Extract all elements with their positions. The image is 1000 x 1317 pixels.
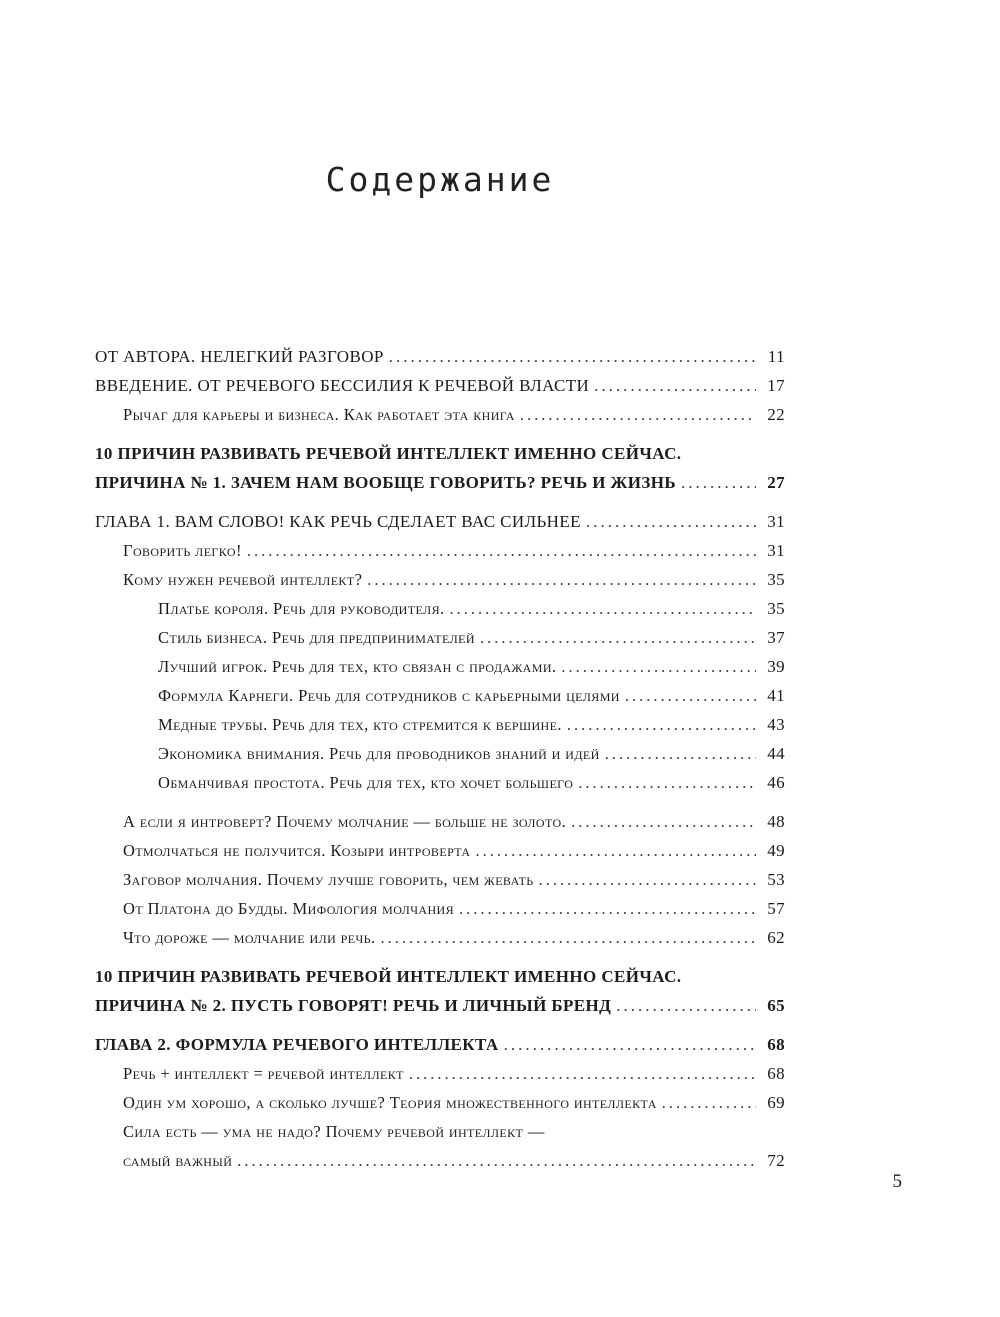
toc-entry-title: Один ум хорошо, а сколько лучше? Теория множественного интеллекта [123, 1093, 657, 1112]
toc-entry-page: 31 [767, 512, 785, 531]
toc-entry-page: 65 [767, 996, 785, 1015]
toc-entry-line [158, 710, 785, 739]
toc-entry [123, 894, 785, 923]
toc-entry [95, 507, 785, 536]
toc-entry-title: Отмолчаться не получится. Козыри интроверта [123, 841, 471, 860]
toc-entry-page: 46 [767, 773, 785, 792]
toc-entry-title: Что дороже — молчание или речь. [123, 928, 376, 947]
toc-entry-title: ГЛАВА 2. ФОРМУЛА РЕЧЕВОГО ИНТЕЛЛЕКТА [95, 1035, 499, 1054]
toc-entry-title: 10 ПРИЧИН РАЗВИВАТЬ РЕЧЕВОЙ ИНТЕЛЛЕКТ ИМЕННО СЕЙЧАС. [95, 967, 682, 986]
toc-entry [123, 865, 785, 894]
toc-entry-line [158, 623, 785, 652]
toc-entry-title: От Платона до Будды. Мифология молчания [123, 899, 454, 918]
toc-entry-page: 35 [767, 599, 785, 618]
toc-entry-line [123, 836, 785, 865]
toc-entry-page: 43 [767, 715, 785, 734]
toc-entry [123, 565, 785, 594]
toc-entry-title: Платье короля. Речь для руководителя. [158, 599, 445, 618]
dot-leader [520, 400, 756, 429]
page-number: 5 [892, 1171, 902, 1192]
dot-leader [389, 342, 756, 371]
dot-leader [605, 739, 756, 768]
dot-leader [247, 536, 756, 565]
toc-entry [95, 371, 785, 400]
toc-entry-page: 11 [767, 347, 785, 366]
toc-entry-line [123, 807, 785, 836]
toc-entry-line [123, 400, 785, 429]
toc-entry-page: 69 [767, 1093, 785, 1112]
toc-entry-line [123, 894, 785, 923]
toc-entry-line [158, 652, 785, 681]
dot-leader [561, 652, 756, 681]
toc-entry-line [95, 439, 785, 468]
toc-entry-title: Заговор молчания. Почему лучше говорить, чем жевать [123, 870, 534, 889]
toc-entry-line [95, 962, 785, 991]
toc-entry-page: 53 [767, 870, 785, 889]
toc-entry-title: ОТ АВТОРА. НЕЛЕГКИЙ РАЗГОВОР [95, 347, 384, 366]
toc-entry-title: Речь + интеллект = речевой интеллект [123, 1064, 404, 1083]
toc-entry-line [95, 507, 785, 536]
toc-entry-page: 35 [767, 570, 785, 589]
toc-entry [158, 652, 785, 681]
toc-entry [123, 536, 785, 565]
dot-leader [625, 681, 756, 710]
toc-entry [158, 739, 785, 768]
toc-entry [95, 1030, 785, 1059]
toc-entry [123, 807, 785, 836]
dot-leader [539, 865, 756, 894]
dot-leader [681, 468, 756, 497]
toc-entry [95, 342, 785, 371]
toc-entry [123, 400, 785, 429]
toc-entry-page: 49 [767, 841, 785, 860]
dot-leader [594, 371, 756, 400]
toc-entry-title: самый важный [123, 1151, 233, 1170]
toc-entry-page: 22 [767, 405, 785, 424]
toc-entry-line [158, 681, 785, 710]
dot-leader [578, 768, 756, 797]
dot-leader [367, 565, 756, 594]
toc-entry-title: ПРИЧИНА № 2. ПУСТЬ ГОВОРЯТ! РЕЧЬ И ЛИЧНЫЙ БРЕНД [95, 996, 612, 1015]
toc-entry-page: 31 [767, 541, 785, 560]
toc-entry-line [158, 594, 785, 623]
toc-entry-title: ГЛАВА 1. ВАМ СЛОВО! КАК РЕЧЬ СДЕЛАЕТ ВАС СИЛЬНЕЕ [95, 512, 581, 531]
toc-entry [95, 439, 785, 497]
toc-entry-line [123, 1146, 785, 1175]
toc-entry-title: Стиль бизнеса. Речь для предпринимателей [158, 628, 475, 647]
toc-entry-line [95, 1030, 785, 1059]
toc-entry [123, 1059, 785, 1088]
dot-leader [504, 1030, 756, 1059]
toc-entry-line [123, 865, 785, 894]
dot-leader [459, 894, 756, 923]
toc-entry-line [95, 468, 785, 497]
toc-entry [123, 1117, 785, 1175]
toc-entry-title: Сила есть — ума не надо? Почему речевой интеллект — [123, 1122, 545, 1141]
toc-entry-line [158, 739, 785, 768]
dot-leader [476, 836, 757, 865]
toc-entry-title: Формула Карнеги. Речь для сотрудников с карьерными целями [158, 686, 620, 705]
toc-entry-page: 68 [767, 1035, 785, 1054]
toc-entry-page: 39 [767, 657, 785, 676]
toc-entry [123, 836, 785, 865]
toc-entry-page: 37 [767, 628, 785, 647]
dot-leader [237, 1146, 756, 1175]
dot-leader [381, 923, 756, 952]
toc-entry-title: 10 ПРИЧИН РАЗВИВАТЬ РЕЧЕВОЙ ИНТЕЛЛЕКТ ИМЕННО СЕЙЧАС. [95, 444, 682, 463]
dot-leader [567, 710, 756, 739]
dot-leader [586, 507, 756, 536]
toc-entry-page: 57 [767, 899, 785, 918]
toc-entry-line [95, 991, 785, 1020]
toc-entry-title: ПРИЧИНА № 1. ЗАЧЕМ НАМ ВООБЩЕ ГОВОРИТЬ? РЕЧЬ И ЖИЗНЬ [95, 473, 677, 492]
toc-entry-page: 44 [767, 744, 785, 763]
toc-entry-page: 48 [767, 812, 785, 831]
toc-entry [123, 923, 785, 952]
toc-entry [158, 710, 785, 739]
toc-entry-title: Кому нужен речевой интеллект? [123, 570, 363, 589]
dot-leader [409, 1059, 756, 1088]
toc-entry [158, 681, 785, 710]
toc-entry-page: 72 [767, 1151, 785, 1170]
toc-entry-line [123, 1059, 785, 1088]
toc-list [95, 342, 785, 1175]
toc-entry [95, 962, 785, 1020]
toc-entry-page: 41 [767, 686, 785, 705]
toc-entry-page: 27 [767, 473, 785, 492]
toc-entry-title: Экономика внимания. Речь для проводников знаний и идей [158, 744, 600, 763]
toc-entry-title: Говорить легко! [123, 541, 242, 560]
toc-entry [158, 623, 785, 652]
toc-entry-page: 17 [767, 376, 785, 395]
toc-entry-page: 68 [767, 1064, 785, 1083]
toc-content [95, 0, 785, 1175]
dot-leader [450, 594, 756, 623]
toc-entry-line [123, 536, 785, 565]
toc-entry [158, 594, 785, 623]
toc-entry-title: Лучший игрок. Речь для тех, кто связан с продажами. [158, 657, 557, 676]
toc-entry-title: ВВЕДЕНИЕ. ОТ РЕЧЕВОГО БЕССИЛИЯ К РЕЧЕВОЙ ВЛАСТИ [95, 376, 590, 395]
toc-entry-line [123, 565, 785, 594]
toc-entry [158, 768, 785, 797]
page-title: Содержание [325, 160, 555, 199]
toc-entry-page: 62 [767, 928, 785, 947]
toc-entry-line [123, 1088, 785, 1117]
dot-leader [480, 623, 756, 652]
toc-entry-line [95, 342, 785, 371]
toc-entry-line [123, 923, 785, 952]
toc-entry-title: Обманчивая простота. Речь для тех, кто хочет большего [158, 773, 574, 792]
toc-entry-title: Медные трубы. Речь для тех, кто стремится к вершине. [158, 715, 562, 734]
dot-leader [571, 807, 756, 836]
dot-leader [662, 1088, 756, 1117]
toc-entry-title: Рычаг для карьеры и бизнеса. Как работает эта книга [123, 405, 515, 424]
toc-entry-line [158, 768, 785, 797]
toc-entry-line [95, 371, 785, 400]
toc-entry-line [123, 1117, 785, 1146]
toc-entry [123, 1088, 785, 1117]
dot-leader [616, 991, 756, 1020]
toc-entry-title: А если я интроверт? Почему молчание — больше не золото. [123, 812, 567, 831]
